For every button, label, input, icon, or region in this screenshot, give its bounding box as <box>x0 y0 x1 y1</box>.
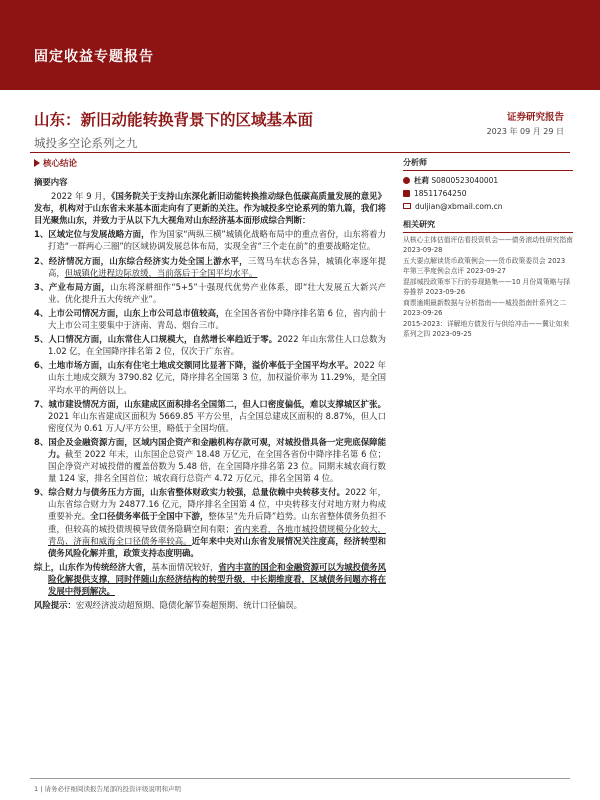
summary-item-8: 8、国企及金融资源方面，区域内国企资产和金融机构存款可观，对城投借具备一定兜底保障能力。截至 2022 年末，山东国企总资产 18.48 万亿元，在全国各省份中降序排名第 6 位；国企净资产对城投借的覆盖倍数为 5.48 倍，在全国降序排名第 23 位。同期末城农商行数量 124 家，排名全国首位；城农商行总资产 4.72 万亿元，排名全国第 4 位。 <box>34 436 386 484</box>
triangle-icon <box>34 159 40 167</box>
analyst-info <box>403 174 573 213</box>
report-title: 山东：新旧动能转换背景下的区域基本面 <box>34 110 314 129</box>
summary-body <box>34 176 386 611</box>
footer-disclaimer: 请务必仔细阅读报告尾部的投资评级说明和声明 <box>44 785 181 793</box>
related-research-list <box>403 236 573 339</box>
page-number: 1 <box>34 785 39 793</box>
summary-item-1: 1、区域定位与发展战略方面，作为国家“两纵三横”城镇化战略布局中的重点省份，山东将着力打造“一群两心三圈”的区域协调发展总体布局，实现全省“三个走在前”的重要战略定位。 <box>34 229 386 252</box>
related-heading: 相关研究 <box>403 219 573 233</box>
summary-conclusion: 综上，山东作为传统经济大省，基本面情况较好，省内丰富的国企和金融资源可以为城投债务风险化解提供支撑，同时伴随山东经济结构的转型升级，中长期维度看，区域债务问题亦将在发展中得到解决。 <box>34 561 387 596</box>
summary-item-7: 7、城市建设情况方面，山东建成区面积排名全国第二，但人口密度偏低，难以支撑城区扩张。2021 年山东省建成区面积为 5669.85 平方公里，占全国总建成区面积的 8.87%，但人口密度仅为 0.61 万人/平方公里，略低于全国均值。 <box>34 398 386 433</box>
related-item[interactable]: 混部城投政策率下行的券现路集——10 月份周策略与择券推荐 2023-09-26 <box>403 278 571 296</box>
section-label: 核心结论 <box>43 159 78 169</box>
summary-item-3: 3、产业布局方面，山东将深耕细作“5+5”十强现代优势产业体系，即“壮大发展五大新兴产业、优化提升五大传统产业”。 <box>34 281 386 304</box>
section-heading <box>34 157 77 169</box>
summary-item-2: 2、经济情况方面，山东综合经济实力处全国上游水平，三驾马车状态各异，城镇化率逐年提高，但城镇化进程边际放缓，当前落后于全国平均水平。 <box>34 255 387 278</box>
analyst-row <box>403 174 573 187</box>
footer-divider <box>30 778 570 779</box>
report-banner <box>0 0 600 90</box>
sidebar <box>403 157 573 341</box>
summary-intro: 2022 年 9 月，《国务院关于支持山东深化新旧动能转换推动绿色低碳高质量发展的意见》发布，机构对于山东省未来基本面走向有了更新的关注。作为城投多空论系列的第九篇，我们将目光聚焦山东，并致力于从以下九大视角对山东经济基本面形成综合判断： <box>34 191 386 226</box>
phone-row <box>403 187 573 200</box>
analyst-email[interactable]: duljian@xbmail.com.cn <box>415 202 503 211</box>
summary-item-6: 6、土地市场方面，山东有住宅土地成交额同比显著下降，溢价率低于全国平均水平。2022 年山东土地成交额为 3790.82 亿元，降序排名全国第 3 位，加权溢价率为 11.29%，是全国平均水平的两倍以上。 <box>34 360 386 395</box>
analyst-name: 杜莉 <box>414 176 429 185</box>
person-icon <box>403 177 410 184</box>
email-row <box>403 200 573 213</box>
summary-label: 摘要内容 <box>34 177 68 187</box>
summary-item-5: 5、人口情况方面，山东常住人口规模大，自然增长率趋近于零。2022 年山东常住人口总数为 1.02 亿，在全国降序排名第 2 位，仅次于广东省。 <box>34 334 387 357</box>
report-subtitle: 城投多空论系列之九 <box>34 136 138 150</box>
analyst-phone: 18511764250 <box>414 189 467 198</box>
analysts-heading: 分析师 <box>403 157 573 171</box>
related-item[interactable]: 五大要点解读货币政策例会——货币政策委员会 2023 年第三季度例会点评 2023-09-27 <box>403 257 566 275</box>
page-footer: 1 | 请务必仔细阅读报告尾部的投资评级说明和声明 <box>34 785 181 793</box>
analyst-id: S0800523040001 <box>431 176 499 185</box>
related-item[interactable]: 从核心主体估值评估看投资机会——债务滚动性研究指南 2023-09-28 <box>403 236 573 254</box>
report-date: 2023 年 09 月 29 日 <box>486 127 564 136</box>
mail-icon <box>403 203 411 209</box>
title-divider <box>30 152 570 153</box>
summary-item-9: 9、综合财力与债务压力方面，山东省整体财政实力较强，总量依赖中央转移支付。2022 年，山东省综合财力为 24877.16 亿元，降序排名全国第 4 位，中央转移支付对地方财力构成重要补充。全口径债务率低于全国中下游，整体呈“先升后降”趋势。山东省整体债务负担不重，但较高的城投债规模导致债务隐瞒空间有限；省内来看，各地市城投债规模分化较大，青岛、济南和威海全口径债务率较高。近年来中央对山东省发展情况关注度高，经济转型和债务风险化解并重，政策支持态度明确。 <box>34 487 387 558</box>
risk-warning: 风险提示：宏观经济波动超预期、隐债化解节奏超预期、统计口径偏误。 <box>34 600 302 611</box>
phone-icon <box>403 190 410 197</box>
related-item[interactable]: 商票逾期最新数据与分析指南——城投指南针系列之二 2023-09-26 <box>403 299 567 317</box>
report-type: 证券研究报告 <box>506 112 564 123</box>
report-category: 固定收益专题报告 <box>34 49 154 65</box>
summary-item-4: 4、上市公司情况方面，山东上市公司总市值较高，在全国各省份中降序排名第 6 位，省内前十大上市公司主要集中于济南、青岛、烟台三市。 <box>34 307 386 331</box>
related-item[interactable]: 2015-2023：详解地方债发行与供给冲击——冀让如来系列之四 2023-09-25 <box>403 320 570 338</box>
